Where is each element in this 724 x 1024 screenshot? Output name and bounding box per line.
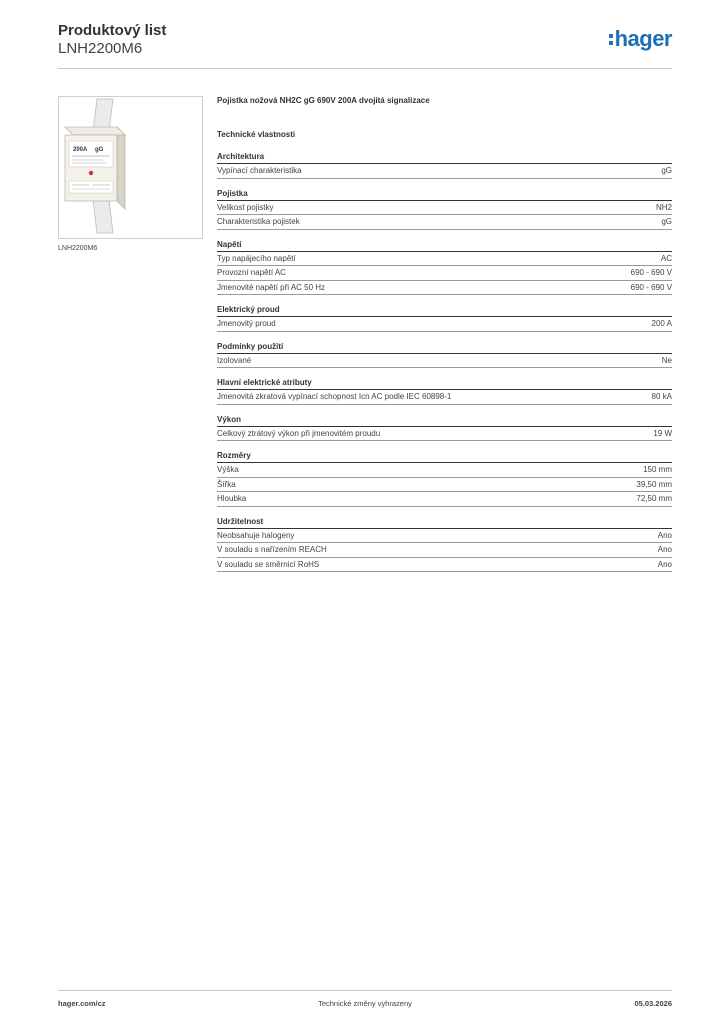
spec-section-architecture [217, 152, 672, 179]
document-header [58, 22, 672, 70]
section-title: Elektrický proud [217, 305, 672, 317]
spec-value: Ano [657, 545, 672, 554]
product-code: LNH2200M6 [58, 40, 143, 57]
spec-label: Jmenovitá zkratová vypínací schopnost Icn AC podle IEC 60898-1 [217, 392, 452, 401]
spec-label: Jmenovitý proud [217, 319, 276, 328]
spec-row [217, 266, 672, 281]
spec-value: gG [661, 217, 672, 226]
spec-row [217, 354, 672, 369]
spec-value: 80 kA [651, 392, 672, 401]
spec-row [217, 215, 672, 230]
product-description: Pojistka nožová NH2C gG 690V 200A dvojitá signalizace [217, 96, 430, 105]
section-title: Podmínky použití [217, 342, 672, 354]
spec-row [217, 201, 672, 216]
spec-label: Vypínací charakteristika [217, 166, 302, 175]
fuse-label-class: gG [95, 147, 104, 153]
spec-section-power [217, 415, 672, 442]
spec-section-current [217, 305, 672, 332]
spec-label: Izolované [217, 355, 252, 365]
section-title: Architektura [217, 152, 672, 164]
product-specs [217, 96, 672, 572]
spec-row [217, 390, 672, 405]
section-title: Pojistka [217, 189, 672, 201]
fuse-illustration [59, 97, 202, 238]
spec-row [217, 427, 672, 442]
spec-row [217, 543, 672, 558]
spec-value: 19 W [653, 428, 672, 438]
spec-value: Ne [661, 355, 672, 365]
spec-row [217, 558, 672, 573]
spec-value: AC [660, 253, 672, 263]
spec-value: 150 mm [643, 465, 672, 474]
section-title: Rozměry [217, 451, 672, 463]
logo-dots-icon [609, 34, 613, 45]
spec-value: 690 - 690 V [630, 282, 672, 292]
fuse-label-size: 200A [73, 147, 88, 153]
footer-date: 05.03.2026 [634, 999, 672, 1008]
spec-label: V souladu s nařízením REACH [217, 545, 327, 554]
spec-label: Šířka [217, 479, 236, 489]
spec-value: 39,50 mm [636, 479, 672, 489]
spec-label: Jmenovité napětí při AC 50 Hz [217, 282, 326, 292]
tech-properties-heading: Technické vlastnosti [217, 130, 296, 139]
spec-label: Celkový ztrátový výkon při jmenovitém proudu [217, 428, 381, 438]
spec-label: Typ napájecího napětí [217, 253, 296, 263]
footer-notice: Technické změny vyhrazeny [318, 999, 412, 1008]
spec-value: gG [661, 166, 672, 175]
spec-section-electrical [217, 378, 672, 405]
spec-label: Neobsahuje halogeny [217, 530, 295, 540]
spec-label: Výška [217, 465, 239, 474]
product-image [58, 96, 203, 239]
spec-row [217, 492, 672, 507]
spec-label: Velikost pojistky [217, 202, 274, 212]
header-divider [58, 68, 672, 69]
spec-section-fuse [217, 189, 672, 230]
spec-row [217, 252, 672, 267]
spec-row [217, 281, 672, 296]
spec-value: Ano [657, 559, 672, 569]
document-title: Produktový list [58, 22, 167, 39]
logo-text: hager [614, 26, 672, 51]
spec-value: 72,50 mm [636, 494, 672, 503]
footer-divider [58, 990, 672, 991]
spec-row [217, 317, 672, 332]
section-title: Udržitelnost [217, 517, 672, 529]
spec-section-sustainability [217, 517, 672, 573]
image-caption: LNH2200M6 [58, 245, 98, 252]
section-title: Napětí [217, 240, 672, 252]
section-title: Výkon [217, 415, 672, 427]
spec-value: 690 - 690 V [630, 268, 672, 277]
spec-row [217, 478, 672, 493]
spec-section-voltage [217, 240, 672, 296]
hager-logo [609, 28, 672, 50]
spec-value: NH2 [655, 202, 672, 212]
footer-website-link[interactable]: hager.com/cz [58, 999, 106, 1008]
spec-value: 200 A [651, 319, 672, 328]
indicator-icon [89, 171, 93, 175]
spec-label: Provozní napětí AC [217, 268, 286, 277]
spec-section-conditions [217, 342, 672, 369]
spec-row [217, 529, 672, 544]
spec-label: Hloubka [217, 494, 247, 503]
spec-label: Charakteristika pojistek [217, 217, 300, 226]
spec-section-dimensions [217, 451, 672, 507]
spec-row [217, 463, 672, 478]
spec-row [217, 164, 672, 179]
section-title: Hlavní elektrické atributy [217, 378, 672, 390]
spec-value: Ano [657, 530, 672, 540]
spec-label: V souladu se směrnicí RoHS [217, 559, 320, 569]
